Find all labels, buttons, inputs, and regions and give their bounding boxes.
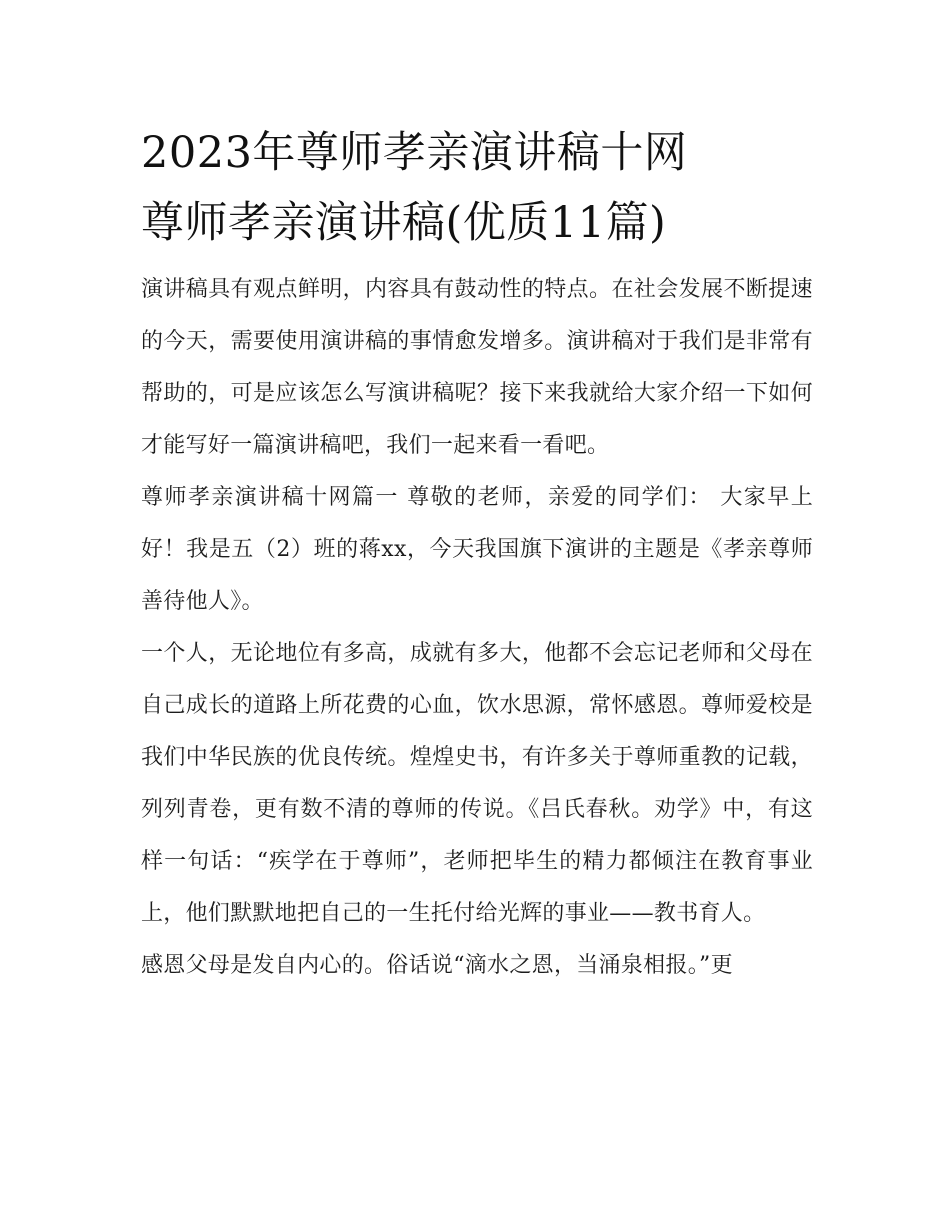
intro-paragraph: 演讲稿具有观点鲜明，内容具有鼓动性的特点。在社会发展不断提速的今天，需要使用演讲稿的事情愈发增多。演讲稿对于我们是非常有帮助的，可是应该怎么写演讲稿呢？接下来我就给大家介绍一下如何才能写好一篇演讲稿吧，我们一起来看一看吧。 [141,277,813,458]
respect-teachers-paragraph: 一个人，无论地位有多高，成就有多大，他都不会忘记老师和父母在自己成长的道路上所花费的心血，饮水思源，常怀感恩。尊师爱校是我们中华民族的优良传统。煌煌史书，有许多关于尊师重教的记载，列列青卷，更有数不清的尊师的传说。《吕氏春秋。劝学》中，有这样一句话：“疾学在于尊师”，老师把毕生的精力都倾注在教育事业上，他们默默地把自己的一生托付给光辉的事业——教书育人。 [141,641,813,926]
document-title [141,118,813,258]
speech-opening-paragraph: 尊师孝亲演讲稿十网篇一 尊敬的老师，亲爱的同学们： 大家早上好！我是五（2）班的蒋xx，今天我国旗下演讲的主题是《孝亲尊师善待他人》。 [141,485,813,614]
document-body [141,118,813,992]
title-line-2: 尊师孝亲演讲稿(优质11篇) [141,198,667,248]
title-line-1: 2023年尊师孝亲演讲稿十网 [141,128,688,178]
gratitude-parents-paragraph: 感恩父母是发自内心的。俗话说“滴水之恩，当涌泉相报。”更 [141,953,733,978]
